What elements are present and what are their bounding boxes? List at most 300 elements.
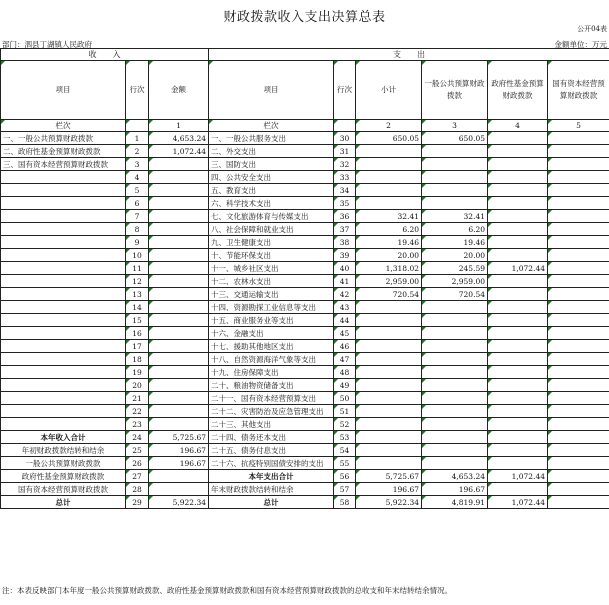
expense-general-budget-cell: 196.67 [422,483,488,496]
income-item-cell [1,223,126,236]
income-amount-cell [149,418,209,431]
expense-state-capital-cell [548,444,609,457]
expense-state-capital-cell [548,379,609,392]
income-amount-cell [149,483,209,496]
expense-item-cell: 十二、农林水支出 [209,275,334,288]
income-row-no-cell: 1 [126,132,149,145]
income-item-cell [1,392,126,405]
income-item-cell [1,379,126,392]
expense-general-budget-cell [422,301,488,314]
expense-subtotal-cell: 1,318.02 [356,262,422,275]
income-item-cell: 国有资本经营预算财政拨款 [1,483,126,496]
expense-item-cell: 二十六、抗疫特别国债安排的支出 [209,457,334,470]
expense-row-no-cell: 41 [334,275,356,288]
income-item-cell [1,197,126,210]
lanci-3: 3 [422,120,488,132]
expense-subtotal-cell [356,366,422,379]
expense-gov-fund-cell [488,171,548,184]
expense-gov-fund-cell [488,288,548,301]
table-row [1,327,609,340]
expense-state-capital-cell [548,431,609,444]
income-row-no-cell: 7 [126,210,149,223]
expense-state-capital-cell [548,418,609,431]
expense-item-cell: 二十三、其他支出 [209,418,334,431]
expense-row-no-cell: 42 [334,288,356,301]
expense-general-budget-cell: 4,819.91 [422,496,488,509]
table-row [1,223,609,236]
table-row [1,249,609,262]
expense-general-budget-cell: 2,959.00 [422,275,488,288]
income-amount-cell [149,470,209,483]
income-row-no-cell: 19 [126,366,149,379]
expense-general-budget-cell [422,353,488,366]
expense-subtotal-cell [356,301,422,314]
income-row-no-cell: 25 [126,444,149,457]
income-amount-cell: 5,922.34 [149,496,209,509]
expense-row-no-cell: 32 [334,158,356,171]
lanci-label2: 栏次 [209,120,334,132]
expense-gov-fund-cell [488,223,548,236]
expense-row-no-cell: 37 [334,223,356,236]
expense-gov-fund-cell [488,132,548,145]
expense-general-budget-cell: 20.00 [422,249,488,262]
income-row-no-cell: 10 [126,249,149,262]
expense-row-no-cell: 43 [334,301,356,314]
expense-gov-fund-cell: 1,072.44 [488,470,548,483]
expense-state-capital-cell [548,340,609,353]
expense-row-no-cell: 56 [334,470,356,483]
lanci-4: 4 [488,120,548,132]
expense-item-cell: 二十五、债务付息支出 [209,444,334,457]
expense-row-no-cell: 46 [334,340,356,353]
expense-item-cell: 一、一般公共服务支出 [209,132,334,145]
income-amount-cell [149,392,209,405]
income-amount-cell [149,301,209,314]
expense-subtotal-cell: 6.20 [356,223,422,236]
expense-gov-fund-cell [488,431,548,444]
table-row [1,262,609,275]
table-row [1,288,609,301]
table-row [1,470,609,483]
lanci-empty2 [334,120,356,132]
income-amount-cell [149,158,209,171]
expense-item-cell: 二、外交支出 [209,145,334,158]
table-row [1,379,609,392]
expense-gov-fund-cell [488,444,548,457]
income-row-no-cell: 29 [126,496,149,509]
expense-subtotal-cell: 196.67 [356,483,422,496]
expense-general-budget-cell [422,392,488,405]
expense-item-cell: 二十二、灾害防治及应急管理支出 [209,405,334,418]
expense-subtotal-cell [356,431,422,444]
expense-general-budget-cell [422,444,488,457]
expense-row-no-cell: 38 [334,236,356,249]
income-amount-cell [149,379,209,392]
income-item-cell [1,288,126,301]
income-item-cell: 总计 [1,496,126,509]
expense-row-no-cell: 31 [334,145,356,158]
expense-row-no-cell: 57 [334,483,356,496]
income-section-header: 收 入 [1,49,209,61]
expense-subtotal-cell [356,145,422,158]
income-item-cell: 三、国有资本经营预算财政拨款 [1,158,126,171]
expense-general-budget-cell: 19.46 [422,236,488,249]
expense-state-capital-cell [548,366,609,379]
income-item-cell [1,418,126,431]
expense-subtotal-cell [356,340,422,353]
income-item-cell [1,366,126,379]
lanci-label: 栏次 [1,120,126,132]
expense-general-budget-cell [422,340,488,353]
expense-gov-fund-cell [488,353,548,366]
expense-general-budget-cell [422,418,488,431]
expense-state-capital-cell [548,184,609,197]
table-row [1,145,609,158]
income-amount-cell: 1,072.44 [149,145,209,158]
income-row-no-cell: 18 [126,353,149,366]
expense-general-budget-cell: 4,653.24 [422,470,488,483]
income-expense-table [0,48,609,509]
income-row-no-cell: 9 [126,236,149,249]
expense-gov-fund-cell [488,301,548,314]
income-item-cell: 一、一般公共预算财政拨款 [1,132,126,145]
report-title: 财政拨款收入支出决算总表 [223,10,386,25]
table-row [1,353,609,366]
income-row-no-cell: 21 [126,392,149,405]
expense-gov-fund-cell [488,405,548,418]
table-row [1,275,609,288]
table-row [1,158,609,171]
income-row-no-cell: 27 [126,470,149,483]
col-header-row-no2: 行次 [334,61,356,120]
expense-item-cell: 十五、商业服务业等支出 [209,314,334,327]
income-row-no-cell: 20 [126,379,149,392]
expense-state-capital-cell [548,327,609,340]
expense-state-capital-cell [548,353,609,366]
income-item-cell [1,184,126,197]
table-row [1,236,609,249]
income-row-no-cell: 6 [126,197,149,210]
expense-row-no-cell: 54 [334,444,356,457]
expense-row-no-cell: 52 [334,418,356,431]
income-item-cell [1,210,126,223]
expense-item-cell: 二十四、债务还本支出 [209,431,334,444]
income-item-cell: 政府性基金预算财政拨款 [1,470,126,483]
expense-item-cell: 三、国防支出 [209,158,334,171]
income-row-no-cell: 3 [126,158,149,171]
expense-general-budget-cell [422,171,488,184]
income-item-cell [1,301,126,314]
table-row [1,301,609,314]
expense-subtotal-cell: 720.54 [356,288,422,301]
expense-item-cell: 七、文化旅游体育与传媒支出 [209,210,334,223]
income-amount-cell [149,223,209,236]
income-row-no-cell: 22 [126,405,149,418]
expense-state-capital-cell [548,249,609,262]
col-header-item2: 项目 [209,61,334,120]
expense-row-no-cell: 58 [334,496,356,509]
income-amount-cell [149,171,209,184]
expense-gov-fund-cell [488,457,548,470]
expense-item-cell: 十一、城乡社区支出 [209,262,334,275]
expense-gov-fund-cell [488,275,548,288]
income-amount-cell: 196.67 [149,444,209,457]
expense-state-capital-cell [548,223,609,236]
unit-label: 金额单位：万元 [554,40,607,49]
expense-row-no-cell: 45 [334,327,356,340]
expense-general-budget-cell [422,184,488,197]
income-amount-cell: 4,653.24 [149,132,209,145]
income-item-cell: 一般公共预算财政拨款 [1,457,126,470]
income-row-no-cell: 14 [126,301,149,314]
footnote: 注：本表反映部门本年度一般公共预算财政拨款、政府性基金预算财政拨款和国有资本经营预算财政拨款的总收支和年末结转结余情况。 [2,586,452,595]
expense-row-no-cell: 48 [334,366,356,379]
income-amount-cell: 5,725.67 [149,431,209,444]
income-row-no-cell: 17 [126,340,149,353]
expense-gov-fund-cell [488,483,548,496]
expense-state-capital-cell [548,236,609,249]
expense-general-budget-cell [422,405,488,418]
income-row-no-cell: 11 [126,262,149,275]
income-row-no-cell: 28 [126,483,149,496]
expense-gov-fund-cell [488,327,548,340]
table-row [1,314,609,327]
income-row-no-cell: 16 [126,327,149,340]
expense-general-budget-cell: 245.59 [422,262,488,275]
table-row [1,366,609,379]
expense-row-no-cell: 30 [334,132,356,145]
income-amount-cell [149,405,209,418]
expense-item-cell: 十、节能环保支出 [209,249,334,262]
income-item-cell [1,405,126,418]
expense-item-cell: 本年支出合计 [209,470,334,483]
expense-gov-fund-cell: 1,072.44 [488,496,548,509]
expense-subtotal-cell: 32.41 [356,210,422,223]
expense-subtotal-cell [356,444,422,457]
income-item-cell [1,249,126,262]
expense-subtotal-cell: 2,959.00 [356,275,422,288]
department-label: 部门：泗县丁湖镇人民政府 [2,40,92,49]
expense-subtotal-cell [356,327,422,340]
expense-general-budget-cell [422,158,488,171]
expense-general-budget-cell [422,431,488,444]
income-amount-cell [149,353,209,366]
expense-item-cell: 十四、资源勘探工业信息等支出 [209,301,334,314]
table-row [1,210,609,223]
income-row-no-cell: 13 [126,288,149,301]
expense-section-header: 支 出 [209,49,609,61]
expense-subtotal-cell [356,392,422,405]
income-amount-cell [149,275,209,288]
expense-subtotal-cell [356,158,422,171]
income-row-no-cell: 24 [126,431,149,444]
expense-subtotal-cell: 650.05 [356,132,422,145]
income-row-no-cell: 15 [126,314,149,327]
income-amount-cell [149,197,209,210]
table-row [1,431,609,444]
expense-gov-fund-cell [488,418,548,431]
expense-gov-fund-cell [488,379,548,392]
income-row-no-cell: 12 [126,275,149,288]
expense-row-no-cell: 49 [334,379,356,392]
lanci-5: 5 [548,120,609,132]
col-header-amount: 金额 [149,61,209,120]
expense-state-capital-cell [548,171,609,184]
expense-item-cell: 五、教育支出 [209,184,334,197]
expense-gov-fund-cell [488,314,548,327]
expense-state-capital-cell [548,314,609,327]
expense-state-capital-cell [548,132,609,145]
income-row-no-cell: 8 [126,223,149,236]
expense-subtotal-cell: 5,922.34 [356,496,422,509]
income-amount-cell [149,366,209,379]
lanci-2: 2 [356,120,422,132]
income-amount-cell [149,184,209,197]
expense-row-no-cell: 51 [334,405,356,418]
expense-general-budget-cell [422,145,488,158]
table-row [1,392,609,405]
expense-state-capital-cell [548,496,609,509]
expense-row-no-cell: 39 [334,249,356,262]
income-item-cell: 本年收入合计 [1,431,126,444]
expense-subtotal-cell [356,197,422,210]
income-amount-cell [149,249,209,262]
expense-state-capital-cell [548,210,609,223]
expense-gov-fund-cell [488,236,548,249]
table-row [1,197,609,210]
table-row [1,483,609,496]
expense-general-budget-cell [422,314,488,327]
lanci-empty [126,120,149,132]
expense-gov-fund-cell: 1,072.44 [488,262,548,275]
col-header-general-budget: 一般公共预算财政拨款 [422,61,488,120]
expense-general-budget-cell: 650.05 [422,132,488,145]
expense-gov-fund-cell [488,210,548,223]
expense-general-budget-cell [422,379,488,392]
expense-general-budget-cell [422,197,488,210]
expense-row-no-cell: 34 [334,184,356,197]
income-item-cell [1,275,126,288]
income-item-cell [1,340,126,353]
income-item-cell [1,262,126,275]
income-row-no-cell: 23 [126,418,149,431]
expense-item-cell: 六、科学技术支出 [209,197,334,210]
expense-gov-fund-cell [488,184,548,197]
expense-subtotal-cell [356,405,422,418]
expense-general-budget-cell [422,366,488,379]
expense-item-cell: 八、社会保障和就业支出 [209,223,334,236]
col-header-row-no: 行次 [126,61,149,120]
expense-state-capital-cell [548,288,609,301]
income-amount-cell [149,314,209,327]
expense-gov-fund-cell [488,366,548,379]
expense-item-cell: 十三、交通运输支出 [209,288,334,301]
expense-subtotal-cell [356,353,422,366]
expense-item-cell: 四、公共安全支出 [209,171,334,184]
income-amount-cell [149,288,209,301]
expense-general-budget-cell: 720.54 [422,288,488,301]
expense-subtotal-cell [356,314,422,327]
income-row-no-cell: 4 [126,171,149,184]
expense-row-no-cell: 35 [334,197,356,210]
expense-item-cell: 十六、金融支出 [209,327,334,340]
expense-state-capital-cell [548,262,609,275]
income-amount-cell [149,262,209,275]
expense-subtotal-cell: 5,725.67 [356,470,422,483]
income-item-cell [1,171,126,184]
income-item-cell: 年初财政拨款结转和结余 [1,444,126,457]
lanci-1: 1 [149,120,209,132]
expense-row-no-cell: 36 [334,210,356,223]
expense-subtotal-cell [356,418,422,431]
expense-state-capital-cell [548,470,609,483]
expense-row-no-cell: 53 [334,431,356,444]
expense-row-no-cell: 55 [334,457,356,470]
expense-item-cell: 年末财政拨款结转和结余 [209,483,334,496]
expense-state-capital-cell [548,405,609,418]
expense-item-cell: 二十一、国有资本经营预算支出 [209,392,334,405]
expense-state-capital-cell [548,145,609,158]
table-row [1,184,609,197]
expense-subtotal-cell [356,379,422,392]
col-header-state-capital: 国有资本经营预算财政拨款 [548,61,609,120]
income-item-cell [1,314,126,327]
expense-row-no-cell: 44 [334,314,356,327]
expense-subtotal-cell [356,171,422,184]
expense-item-cell: 十九、住房保障支出 [209,366,334,379]
table-row [1,444,609,457]
form-number: 公开04表 [577,25,607,33]
income-item-cell [1,327,126,340]
expense-state-capital-cell [548,301,609,314]
table-row [1,418,609,431]
table-row [1,171,609,184]
expense-state-capital-cell [548,197,609,210]
expense-gov-fund-cell [488,249,548,262]
expense-general-budget-cell: 32.41 [422,210,488,223]
col-header-item: 项目 [1,61,126,120]
income-amount-cell [149,327,209,340]
table-row [1,496,609,509]
expense-general-budget-cell [422,457,488,470]
expense-gov-fund-cell [488,392,548,405]
expense-subtotal-cell: 19.46 [356,236,422,249]
income-amount-cell [149,236,209,249]
expense-state-capital-cell [548,483,609,496]
expense-item-cell: 十八、自然资源海洋气象等支出 [209,353,334,366]
col-header-subtotal: 小计 [356,61,422,120]
expense-gov-fund-cell [488,145,548,158]
expense-item-cell: 总计 [209,496,334,509]
expense-row-no-cell: 50 [334,392,356,405]
expense-subtotal-cell [356,184,422,197]
expense-general-budget-cell: 6.20 [422,223,488,236]
table-row [1,457,609,470]
expense-general-budget-cell [422,327,488,340]
expense-gov-fund-cell [488,340,548,353]
expense-state-capital-cell [548,392,609,405]
income-item-cell [1,353,126,366]
expense-gov-fund-cell [488,197,548,210]
expense-row-no-cell: 33 [334,171,356,184]
income-amount-cell: 196.67 [149,457,209,470]
table-row [1,132,609,145]
table-row [1,340,609,353]
income-row-no-cell: 2 [126,145,149,158]
expense-item-cell: 九、卫生健康支出 [209,236,334,249]
income-amount-cell [149,340,209,353]
expense-row-no-cell: 40 [334,262,356,275]
